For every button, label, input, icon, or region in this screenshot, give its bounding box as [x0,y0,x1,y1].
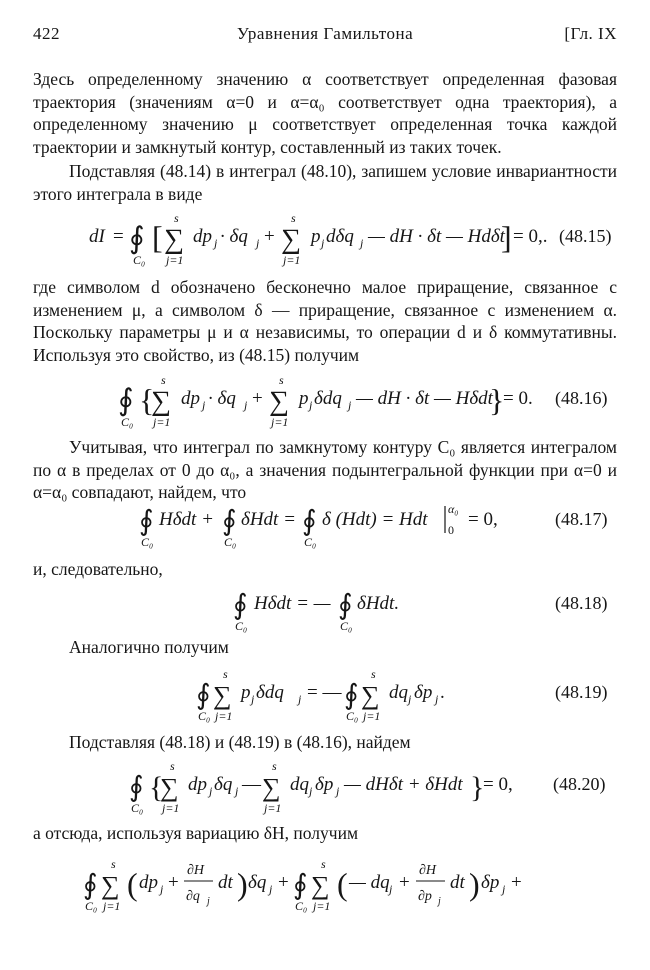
paragraph-2: Подставляя (48.14) в интеграл (48.10), запишем условие инвариантности этого интеграла в виде [33,161,617,204]
eq16-term-2: · δq [208,388,236,409]
eq20-term-2: δq [214,774,233,795]
eq17-label: (48.17) [555,509,608,529]
paragraph-8: а отсюда, используя вариацию δH, получим [33,823,359,843]
svg-text:j: j [336,784,340,798]
svg-text:s: s [371,667,376,681]
eq15-rhs: = 0,. [513,226,548,247]
eq21-term-9: δp [481,872,500,893]
svg-text:s: s [321,857,326,871]
svg-text:j: j [244,398,248,412]
svg-text:(: ( [337,866,348,902]
eq20-term-5: δp [315,774,334,795]
partial-p-bottom: ∂p [418,889,432,904]
equation-48-15 [33,206,617,272]
eq16-rhs: = 0. [503,388,533,409]
paragraph-7: Подставляя (48.18) и (48.19) в (48.16), найдем [69,732,411,752]
sum-symbol: ∑ [311,871,330,900]
eq15-term-2: · δq [220,226,248,247]
svg-text:j=1: j=1 [153,415,171,429]
svg-text:C₀: C₀ [304,535,317,549]
svg-text:+: + [511,872,522,893]
svg-text:j=1: j=1 [283,253,301,267]
svg-text:j=1: j=1 [264,801,282,815]
svg-text:}: } [470,771,485,804]
svg-text:j: j [309,398,313,412]
svg-text:s: s [291,211,296,225]
eq16-term-6: — dH · δt — Hδdt [356,388,493,409]
eq15-term-5: dδq [326,226,354,247]
eq18-term-2: δHdt. [357,593,400,614]
svg-text:C₀: C₀ [295,899,308,913]
svg-text:j: j [348,398,352,412]
sum-symbol: ∑ [262,773,281,802]
svg-text:j: j [321,236,325,250]
svg-text:s: s [272,759,277,773]
eq19-term-4: dq [389,682,408,703]
eq16-term-1: dp [181,388,200,409]
eq21-term-6: — dq [349,872,390,893]
svg-text:): ) [237,866,248,902]
contour-label: C₀ [133,253,146,267]
sum-symbol: ∑ [281,224,301,255]
svg-text:j: j [360,236,364,250]
sum-lower: j=1 [166,253,184,267]
svg-text:[: [ [152,219,163,255]
eq21-term-8: dt [450,872,465,893]
eq15-term-6: — dH · δt — Hdδt [368,226,505,247]
equation-48-16 [33,370,617,436]
eq15-term-4: p [311,226,321,247]
svg-text:+: + [252,388,263,409]
svg-text:.: . [440,682,445,703]
svg-text:j: j [160,882,164,896]
equation-48-18 [33,584,617,634]
equation-48-17 [33,500,617,550]
svg-text:C₀: C₀ [340,619,353,633]
sum-upper: s [174,211,179,225]
svg-text:j=1: j=1 [271,415,289,429]
eq19-term-1: p [241,682,251,703]
eq20-rhs: = 0, [483,774,513,795]
svg-text:j: j [251,692,255,706]
svg-text:{: { [139,382,155,418]
eq16-term-5: δdq [314,388,342,409]
svg-text:s: s [279,373,284,387]
running-title: Уравнения Гамильтона [236,24,414,43]
eq20-term-4: dq [290,774,309,795]
paragraph-5: и, следовательно, [33,559,163,579]
eq15-lhs: dI [89,226,105,247]
svg-text:j: j [202,398,206,412]
svg-text:): ) [469,866,480,902]
eq17-term-3: δ (Hdt) = Hdt [322,509,428,530]
eq19-eq: = — [307,682,342,703]
svg-text:C₀: C₀ [346,709,359,723]
svg-text:j=1: j=1 [313,899,331,913]
partial-H-top: ∂H [187,863,205,878]
paragraph-1: Здесь определенному значению α соответствует определенная фазовая траектория (значениям α=0 и α=α₀ соответствует одна траектория), а определенному значению μ соответствует определенная точка каждой траектории и замкнутый контур, составленный из таких точек. [33,69,617,157]
svg-text:j: j [235,784,239,798]
svg-text:]: ] [501,219,512,255]
contour-integral-symbol: ∮ [222,506,237,537]
svg-text:s: s [111,857,116,871]
svg-text:=: = [113,226,124,247]
sum-symbol: ∑ [213,681,232,710]
contour-integral-symbol: ∮ [302,506,317,537]
contour-integral-symbol: ∮ [83,870,98,901]
contour-integral-symbol: ∮ [338,590,353,621]
equation-48-20 [33,756,617,818]
sum-symbol: ∑ [101,871,120,900]
eq17-rhs: = 0, [468,509,498,530]
sum-symbol: ∑ [269,386,289,417]
sum-symbol: ∑ [361,681,380,710]
svg-text:C₀: C₀ [131,801,144,815]
svg-text:j: j [309,784,313,798]
eq16-label: (48.16) [555,388,608,408]
svg-text:C₀: C₀ [224,535,237,549]
eq21-term-1: dp [139,872,158,893]
running-header [33,20,617,50]
sum-symbol: ∑ [164,224,184,255]
partial-H-top: ∂H [419,863,437,878]
contour-integral-symbol: ∮ [196,680,211,711]
contour-integral-symbol: ∮ [129,772,144,803]
svg-text:j: j [298,692,302,706]
eq19-term-2: δdq [256,682,284,703]
eq15-term-1: dp [193,226,212,247]
eq19-term-5: δp [414,682,433,703]
svg-text:j=1: j=1 [363,709,381,723]
limit-upper: α₀ [448,502,459,516]
eq20-label: (48.20) [553,774,606,794]
svg-text:+: + [168,872,179,893]
equation-variation [33,848,617,920]
contour-integral-symbol: ∮ [118,384,134,417]
paragraph-3: где символом d обозначено бесконечно малое приращение, связанное с изменением μ, а символом δ — приращение, связанное с изменением α. Поскольку параметры μ и α независимы, то операции d и δ коммутативны. Используя это свойство, из (48.15) получим [33,277,617,365]
svg-text:C₀: C₀ [235,619,248,633]
eq21-term-4: δq [248,872,267,893]
eq15-plus: + [264,226,275,247]
sum-symbol: ∑ [160,773,179,802]
svg-text:s: s [170,759,175,773]
contour-integral-symbol: ∮ [129,222,145,255]
svg-text:j: j [389,882,393,896]
svg-text:j: j [438,896,441,907]
eq17-term-2: δHdt = [241,509,296,530]
eq19-label: (48.19) [555,682,608,702]
equation-48-19 [33,664,617,726]
contour-integral-symbol: ∮ [344,680,359,711]
svg-text:j: j [214,236,218,250]
eq18-term-1: Hδdt = — [254,593,331,614]
page-number: 422 [33,24,60,43]
svg-text:j: j [269,882,273,896]
svg-text:j=1: j=1 [215,709,233,723]
svg-text:j: j [408,692,412,706]
svg-text:C₀: C₀ [85,899,98,913]
eq15-label: (48.15) [559,226,612,246]
svg-text:+: + [278,872,289,893]
contour-integral-symbol: ∮ [293,870,308,901]
partial-q-bottom: ∂q [186,889,200,904]
eq18-label: (48.18) [555,593,608,613]
svg-text:C₀: C₀ [198,709,211,723]
svg-text:j=1: j=1 [103,899,121,913]
svg-text:C₀: C₀ [141,535,154,549]
svg-text:j: j [207,896,210,907]
svg-text:{: { [149,771,164,804]
eq20-term-1: dp [188,774,207,795]
svg-text:C₀: C₀ [121,415,134,429]
eq17-term-1: Hδdt + [159,509,214,530]
contour-integral-symbol: ∮ [139,506,154,537]
eq20-term-6: — dHδt + δHdt [344,774,463,795]
paragraph-6: Аналогично получим [69,637,229,657]
svg-text:s: s [223,667,228,681]
sum-symbol: ∑ [151,386,171,417]
svg-text:j: j [256,236,260,250]
svg-text:j: j [435,692,439,706]
svg-text:j=1: j=1 [162,801,180,815]
limit-lower: 0 [448,523,454,537]
chapter-marker: [Гл. IX [564,24,617,43]
svg-text:s: s [161,373,166,387]
svg-text:j: j [502,882,506,896]
paragraph-4: Учитывая, что интеграл по замкнутому контуру C₀ является интегралом по α в пределах от 0 до α₀, а значения подынтегральной функции при α=0 и α=α₀ совпадают, найдем, что [33,437,617,502]
svg-text:+: + [399,872,410,893]
eq21-term-3: dt [218,872,233,893]
contour-integral-symbol: ∮ [233,590,248,621]
svg-text:—: — [242,774,261,795]
svg-text:}: } [489,382,505,418]
eq16-term-4: p [299,388,309,409]
svg-text:j: j [209,784,213,798]
svg-text:(: ( [127,866,138,902]
